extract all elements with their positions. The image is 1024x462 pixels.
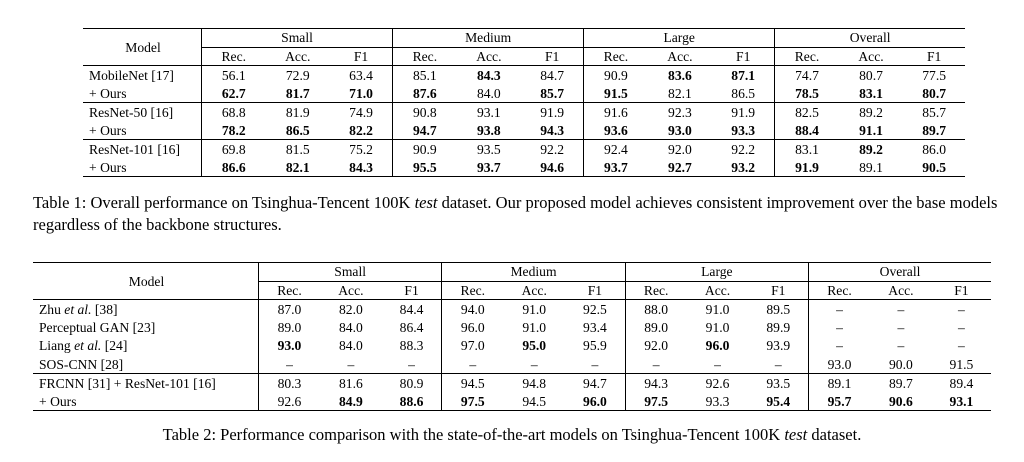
- table-cell: 71.0: [330, 84, 393, 103]
- table-row: [33, 318, 991, 337]
- table-cell: 62.7: [221, 85, 246, 101]
- table-cell: 83.1: [775, 140, 839, 159]
- table-cell: 91.9: [712, 103, 775, 122]
- table-cell: –: [382, 355, 442, 374]
- model-name: + Ours: [33, 392, 259, 411]
- table-cell: 90.9: [393, 140, 457, 159]
- table-cell: 81.5: [266, 140, 331, 159]
- table-cell: 94.5: [503, 392, 565, 411]
- table-cell: 87.6: [412, 85, 437, 101]
- table-cell: –: [958, 338, 965, 354]
- table-row: [83, 158, 965, 177]
- caption-text: Table 2: Performance comparison with the state-of-the-art models on Tsinghua-Tencent 100K: [162, 425, 785, 444]
- metric-header: F1: [749, 281, 809, 300]
- table-1: [83, 28, 965, 177]
- metric-header: Rec.: [393, 47, 457, 66]
- table-cell: –: [836, 338, 843, 354]
- header-row-groups: [33, 263, 991, 282]
- table-cell: 93.2: [712, 158, 775, 177]
- table-cell: 94.3: [521, 121, 584, 140]
- group-header: Large: [584, 29, 775, 48]
- table-cell: 89.2: [839, 140, 904, 159]
- table-row: [33, 300, 991, 319]
- table-cell: 93.3: [712, 121, 775, 140]
- table-1-grid: [83, 28, 965, 177]
- table-cell: 82.2: [330, 121, 393, 140]
- table-cell: 90.8: [393, 103, 457, 122]
- table-cell: 93.7: [457, 158, 522, 177]
- model-header: Model: [83, 29, 202, 66]
- table-cell: 89.1: [839, 158, 904, 177]
- table-cell: 82.1: [266, 158, 331, 177]
- table-cell: 93.8: [476, 122, 501, 138]
- table-cell: 84.0: [338, 338, 363, 354]
- model-name: + Ours: [83, 84, 202, 103]
- table-cell: –: [565, 355, 625, 374]
- table-cell: –: [897, 301, 905, 317]
- table-2-grid: [33, 262, 991, 411]
- table-cell: 84.4: [382, 300, 442, 319]
- metric-header: Acc.: [320, 281, 382, 300]
- table-cell: 78.2: [221, 122, 246, 138]
- table-cell: 92.0: [644, 338, 669, 354]
- table-1-caption: [33, 192, 1003, 236]
- table-cell: 87.0: [277, 301, 302, 317]
- table-cell: 96.0: [565, 392, 625, 411]
- table-row: [83, 84, 965, 103]
- group-header: Medium: [393, 29, 584, 48]
- table-cell: 93.0: [277, 338, 302, 354]
- table-cell: 91.9: [521, 103, 584, 122]
- model-name: SOS-CNN [28]: [33, 355, 259, 374]
- table-cell: –: [749, 355, 809, 374]
- metric-header: Acc.: [457, 47, 522, 66]
- table-cell: 91.9: [775, 158, 839, 177]
- table-cell: 89.7: [870, 374, 932, 393]
- table-2: [33, 262, 991, 411]
- metric-header: Rec.: [584, 47, 648, 66]
- table-cell: 93.5: [749, 374, 809, 393]
- metric-header: Acc.: [648, 47, 713, 66]
- table-cell: 93.0: [827, 356, 852, 372]
- metric-header: Rec.: [775, 47, 839, 66]
- metric-header: Acc.: [687, 281, 749, 300]
- model-name: FRCNN [31] + ResNet-101 [16]: [33, 374, 259, 393]
- table-cell: 93.4: [565, 318, 625, 337]
- group-header: Small: [259, 263, 442, 282]
- table-cell: –: [469, 356, 477, 372]
- metric-header: F1: [330, 47, 393, 66]
- table-cell: 86.5: [285, 122, 310, 138]
- table-cell: –: [347, 356, 355, 372]
- table-cell: 89.0: [277, 319, 302, 335]
- table-cell: 95.9: [565, 337, 625, 356]
- table-cell: 87.1: [712, 66, 775, 85]
- table-cell: 93.3: [687, 392, 749, 411]
- table-cell: 91.0: [705, 301, 730, 317]
- table-cell: 94.7: [412, 122, 437, 138]
- table-cell: 86.0: [903, 140, 965, 159]
- metric-header: Rec.: [202, 47, 266, 66]
- table-cell: 96.0: [705, 338, 730, 354]
- table-cell: 56.1: [221, 67, 246, 83]
- table-cell: 90.6: [870, 392, 932, 411]
- metric-header: F1: [932, 281, 991, 300]
- metric-header: Rec.: [625, 281, 686, 300]
- table-cell: 82.0: [338, 301, 363, 317]
- model-name: ResNet-50 [16]: [83, 103, 202, 122]
- table-cell: 92.0: [648, 140, 713, 159]
- metric-header: Acc.: [870, 281, 932, 300]
- table-cell: 89.2: [839, 103, 904, 122]
- table-cell: –: [530, 356, 538, 372]
- table-cell: 91.0: [522, 301, 547, 317]
- table-cell: 88.0: [644, 301, 669, 317]
- table-cell: 86.5: [712, 84, 775, 103]
- table-cell: 90.0: [889, 356, 913, 372]
- table-cell: 89.4: [932, 374, 991, 393]
- header-row-metrics: [83, 47, 965, 66]
- table-cell: 68.8: [202, 103, 266, 122]
- table-cell: 75.2: [330, 140, 393, 159]
- table-cell: 63.4: [330, 66, 393, 85]
- table-cell: 69.8: [202, 140, 266, 159]
- table-cell: 92.5: [565, 300, 625, 319]
- model-name: Perceptual GAN [23]: [33, 318, 259, 337]
- metric-header: Rec.: [442, 281, 503, 300]
- table-cell: 80.7: [922, 85, 947, 101]
- metric-header: F1: [565, 281, 625, 300]
- group-header: Medium: [442, 263, 625, 282]
- table-cell: 93.6: [604, 122, 628, 138]
- table-cell: –: [286, 356, 293, 372]
- table-row: [33, 355, 991, 374]
- table-cell: 74.9: [330, 103, 393, 122]
- table-cell: 88.4: [795, 122, 819, 138]
- table-cell: 95.7: [809, 392, 870, 411]
- model-header: Model: [33, 263, 259, 300]
- table-cell: 81.7: [285, 85, 310, 101]
- table-cell: 72.9: [285, 67, 310, 83]
- table-cell: 84.0: [476, 85, 501, 101]
- metric-header: Acc.: [266, 47, 331, 66]
- table-cell: –: [897, 319, 905, 335]
- table-cell: 80.3: [259, 374, 320, 393]
- table-cell: 94.8: [503, 374, 565, 393]
- metric-header: Rec.: [809, 281, 870, 300]
- table-cell: 92.3: [648, 103, 713, 122]
- table-cell: 92.2: [521, 140, 584, 159]
- group-header: Overall: [809, 263, 991, 282]
- table-cell: 93.9: [749, 337, 809, 356]
- table-cell: 80.9: [382, 374, 442, 393]
- metric-header: F1: [712, 47, 775, 66]
- table-cell: 84.0: [338, 319, 363, 335]
- group-header: Large: [625, 263, 808, 282]
- table-cell: 86.4: [382, 318, 442, 337]
- metric-header: F1: [521, 47, 584, 66]
- table-cell: 93.5: [457, 140, 522, 159]
- table-row: [83, 121, 965, 140]
- table-cell: 82.5: [775, 103, 839, 122]
- table-cell: 97.5: [442, 392, 503, 411]
- metric-header: F1: [382, 281, 442, 300]
- caption-text: Table 1: Overall performance on Tsinghua-Tencent 100K: [33, 193, 415, 212]
- table-row: [83, 66, 965, 85]
- table-cell: –: [897, 338, 905, 354]
- table-cell: –: [836, 319, 843, 335]
- model-name: ResNet-101 [16]: [83, 140, 202, 159]
- model-name: + Ours: [83, 121, 202, 140]
- table-cell: –: [836, 301, 843, 317]
- table-cell: 89.0: [644, 319, 669, 335]
- model-name: Liang et al. [24]: [33, 337, 259, 356]
- table-cell: 89.1: [809, 374, 870, 393]
- table-cell: 84.3: [476, 67, 501, 83]
- table-cell: –: [958, 301, 965, 317]
- table-cell: 78.5: [795, 85, 819, 101]
- table-row: [33, 392, 991, 411]
- table-cell: 81.6: [320, 374, 382, 393]
- table-cell: 92.6: [687, 374, 749, 393]
- table-cell: 80.7: [859, 67, 883, 83]
- table-cell: 90.9: [604, 67, 628, 83]
- table-row: [33, 374, 991, 393]
- table-cell: 85.7: [903, 103, 965, 122]
- table-cell: 91.5: [604, 85, 628, 101]
- table-cell: 96.0: [460, 319, 485, 335]
- table-cell: 93.0: [668, 122, 692, 138]
- table-cell: 95.5: [393, 158, 457, 177]
- table-cell: 74.7: [795, 67, 819, 83]
- table-cell: 89.7: [922, 122, 947, 138]
- caption-text: dataset. Our proposed model achieves consistent improvement over the base models regardless of the backbone structures.: [33, 193, 998, 234]
- caption-italic: test: [414, 193, 438, 212]
- table-cell: 91.6: [584, 103, 648, 122]
- table-cell: 88.6: [382, 392, 442, 411]
- table-cell: 86.6: [202, 158, 266, 177]
- group-header: Overall: [775, 29, 965, 48]
- table-cell: 93.7: [584, 158, 648, 177]
- table-cell: 97.5: [625, 392, 686, 411]
- table-cell: 94.3: [625, 374, 686, 393]
- model-name-italic: et al.: [74, 338, 102, 354]
- table-cell: 94.7: [565, 374, 625, 393]
- table-cell: 88.3: [382, 337, 442, 356]
- table-cell: 89.9: [749, 318, 809, 337]
- table-row: [33, 337, 991, 356]
- model-name: + Ours: [83, 158, 202, 177]
- table-cell: 85.1: [412, 67, 437, 83]
- table-cell: 97.0: [460, 338, 485, 354]
- table-cell: 85.7: [521, 84, 584, 103]
- table-cell: 92.7: [648, 158, 713, 177]
- table-cell: 84.3: [330, 158, 393, 177]
- caption-text: dataset.: [807, 425, 862, 444]
- table-cell: 89.5: [749, 300, 809, 319]
- table-cell: 83.6: [668, 67, 692, 83]
- caption-italic: test: [784, 425, 808, 444]
- table-cell: 92.2: [712, 140, 775, 159]
- model-name: Zhu et al. [38]: [33, 300, 259, 319]
- table-cell: 94.6: [521, 158, 584, 177]
- table-cell: 91.0: [705, 319, 730, 335]
- table-cell: –: [714, 356, 721, 372]
- group-header: Small: [202, 29, 393, 48]
- table-cell: 91.0: [522, 319, 547, 335]
- table-row: [83, 103, 965, 122]
- table-cell: 94.0: [460, 301, 485, 317]
- table-cell: –: [652, 356, 660, 372]
- table-cell: 94.5: [442, 374, 503, 393]
- table-cell: 95.4: [749, 392, 809, 411]
- table-cell: 83.1: [859, 85, 883, 101]
- table-2-caption: [0, 424, 1024, 446]
- header-row-groups: [83, 29, 965, 48]
- table-cell: 90.5: [903, 158, 965, 177]
- table-cell: 84.9: [320, 392, 382, 411]
- table-cell: 92.4: [584, 140, 648, 159]
- table-cell: –: [958, 319, 965, 335]
- table-cell: 77.5: [922, 67, 947, 83]
- table-row: [83, 140, 965, 159]
- table-cell: 81.9: [266, 103, 331, 122]
- model-name-italic: et al.: [64, 301, 92, 317]
- table-cell: 95.0: [522, 338, 547, 354]
- table-cell: 91.5: [949, 356, 974, 372]
- metric-header: Acc.: [503, 281, 565, 300]
- metric-header: Acc.: [839, 47, 904, 66]
- table-cell: 93.1: [457, 103, 522, 122]
- model-name: MobileNet [17]: [83, 66, 202, 85]
- table-cell: 93.1: [932, 392, 991, 411]
- metric-header: F1: [903, 47, 965, 66]
- table-cell: 91.1: [859, 122, 883, 138]
- table-cell: 82.1: [668, 85, 692, 101]
- table-cell: 92.6: [259, 392, 320, 411]
- metric-header: Rec.: [259, 281, 320, 300]
- table-cell: 84.7: [521, 66, 584, 85]
